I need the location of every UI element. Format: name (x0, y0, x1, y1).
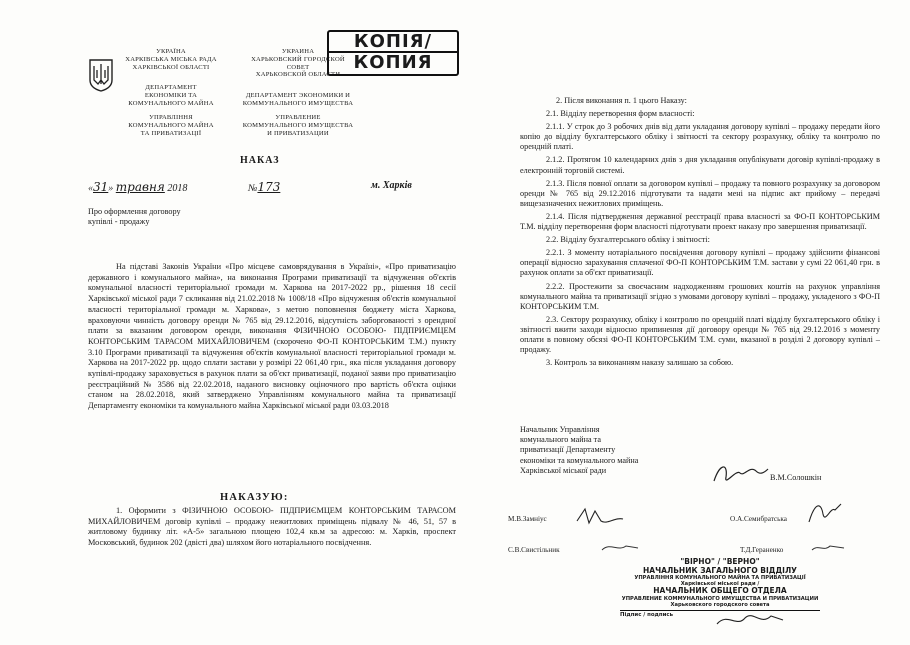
order-subject: Про оформлення договору купівлі - продажу (88, 207, 181, 226)
signatory-name: В.М.Солошкін (770, 473, 822, 482)
approval-2: О.А.Семибратська (730, 515, 787, 523)
item-3: 3. Контроль за виконанням наказу залишаю за собою. (546, 358, 734, 368)
date-line (88, 180, 458, 196)
item-2-1-3: 2.1.3. Після повної оплати за договором купівлі – продажу та повного розрахунку за договором оренди № 765 від 29.12.2016 підготувати та надати мені на підпис акт прийому – передачі вищезазначених нежитлових приміщень. (520, 178, 880, 208)
order-title: НАКАЗ (240, 155, 280, 166)
approval-1: М.В.Замніус (508, 515, 547, 523)
header-ru-dept: ДЕПАРТАМЕНТ ЭКОНОМИКИ И КОММУНАЛЬНОГО ИМУЩЕСТВА (242, 92, 354, 107)
signature-block: Начальник Управління комунального майна та приватизації Департаменту економіки та комунального майна Харківської міської ради В.М.Солошкін (520, 425, 880, 476)
header-ru: УКРАИНА ХАРЬКОВСКИЙ ГОРОДСКОЙ СОВЕТ ХАРЬКОВСКОЙ ОБЛАСТИ (251, 48, 345, 79)
item-1: 1. Оформити з ФІЗИЧНОЮ ОСОБОЮ- ПІДПРИЄМЦЕМ КОНТОРСЬКИМ ТАРАСОМ МИХАЙЛОВИЧЕМ договір купівлі – продажу нежитлових приміщень підвалу № 46, 51, 57 в житловому будинку літ. «А-5» загальною площею 102,4 кв.м за адресою: м. Харків, проспект Московський, будинок 202 (двісті два) шляхом його нотаріального посвідчення. (88, 506, 456, 548)
coat-of-arms-icon (88, 58, 114, 92)
item-2: 2. Після виконання п. 1 цього Наказу: (556, 96, 687, 105)
header-ua: УКРАЇНА ХАРКІВСЬКА МІСЬКА РАДА ХАРКІВСЬКОЇ ОБЛАСТІ (125, 48, 217, 71)
item-2-2: 2.2. Відділу бухгалтерського обліку і звітності: (546, 235, 710, 245)
approval-1-signature (575, 505, 625, 527)
item-2-2-2: 2.2.2. Простежити за своєчасним надходженням грошових коштів на рахунок управління комунального майна та приватизації згідно з умовами договору купівлі – продажу, укладеного з ФО-П КОНТОРСЬКИМ Т.М. (520, 281, 880, 311)
certified-true-stamp: "ВІРНО" / "ВЕРНО" НАЧАЛЬНИК ЗАГАЛЬНОГО ВІДДІЛУ УПРАВЛІННЯ КОМУНАЛЬНОГО МАЙНА ТА ПРИВАТИЗАЦІЇ Харківської міської ради / НАЧАЛЬНИК ОБЩЕГО ОТДЕЛА УПРАВЛЕНИЕ КОММУНАЛЬНОГО ИМУЩЕСТВА И ПРИВАТИЗАЦИИ Харьковского городского совета Підпис / подпись (620, 558, 820, 630)
header-ua-dept: ДЕПАРТАМЕНТ ЕКОНОМІКИ ТА КОМУНАЛЬНОГО МАЙНА (128, 84, 214, 107)
approval-4: Т.Д.Гераненко (740, 546, 784, 554)
item-2-1-1: 2.1.1. У строк до 3 робочих днів від дати укладання договору купівлі – продажу передати його копію до відділу бухгалтерського обліку і звітності та сектору розрахунку, обліку та контролю по орендній платі. (520, 122, 880, 152)
order-date: «31» травня 2018 (88, 180, 188, 194)
stamp-signature (715, 610, 785, 630)
item-2-3: 2.3. Сектору розрахунку, обліку і контролю по орендній платі відділу бухгалтерського обліку і звітності вжити заходи відносно припинення дії договору оренди № 765 від 29.12.2016 з моменту оплати в повному обсязі ФО-П КОНТОРСЬКИМ Т.М. суми, вказаної в розділі 2 договору купівлі – продажу. (520, 314, 880, 355)
approval-2-signature (805, 500, 845, 526)
approval-3: С.В.Свистільник (508, 546, 560, 554)
preamble: На підставі Законів України «Про місцеве самоврядування в Україні», «Про приватизацію державного і комунального майна», на виконання Програми приватизації та відчуження об'єктів комунальної власності територіальної громади м. Харкова на 2017-2022 рр., рішення 18 сесії Харківської міської ради 7 скликання від 21.02.2018 № 1008/18 «Про відчуження об'єктів комунальної власності територіальної громади м. Харкова», з метою поповнення бюджету міста Харкова, враховуючи чинність договору оренди № 765 від 29.12.2016, відсутність заборгованості з орендної плати за вказаним договором оренди, виконання ФІЗИЧНОЮ ОСОБОЮ- ПІДПРИЄМЦЕМ КОНТОРСЬКИМ ТАРАСОМ МИХАЙЛОВИЧЕМ (скорочено ФО-П КОНТОРСЬКИМ Т.М.) пункту 3.10 Програми приватизації та відчуження об'єктів комунальної власності територіальної громади м. Харкова на 2017-2022 рр. щодо сплати застави у розмірі 22 061,40 грн., яка після укладання договору купівлі-продажу зараховується в рахунок плати за об'єкт приватизації, поданої заяви про приватизацію реєстраційний № 3586 від 22.02.2018, наданого висновку оціночного про вартість об'єкта оцінки станом на 28.02.2018, який затверджено Управлінням комунального майна та приватизації Департаменту економіки та комунального майна Харківської міської ради 03.03.2018 (88, 262, 456, 411)
order-number: №173 (248, 180, 281, 194)
copy-stamp: КОПІЯ/ КОПИЯ (327, 30, 459, 76)
signature-scribble (710, 459, 770, 489)
item-2-1: 2.1. Відділу перетворення форм власності: (546, 109, 695, 119)
order-city: м. Харків (371, 180, 412, 191)
item-2-2-1: 2.2.1. З моменту нотаріального посвідчення договору купівлі – продажу здійснити фінансові операції відносно зарахування сплаченої ФО-П КОНТОРСЬКИМ Т.М. застави у сумі 22 061,40 грн. в рахунок оплати за об'єкт приватизації. (520, 248, 880, 278)
approval-4-signature (810, 540, 846, 554)
item-2-1-4: 2.1.4. Після підтвердження державної реєстрації права власності за ФО-П КОНТОРСЬКИМ Т.М. відділу перетворення форм власності підготувати проект наказу про завершення приватизації. (520, 211, 880, 232)
header-ua-mgmt: УПРАВЛІННЯ КОМУНАЛЬНОГО МАЙНА ТА ПРИВАТИЗАЦІЇ (128, 114, 214, 137)
approval-3-signature (600, 540, 640, 554)
item-2-1-2: 2.1.2. Протягом 10 календарних днів з дня укладання опублікувати договір купівлі-продажу в електронній торговій системі. (520, 155, 880, 175)
order-items (520, 96, 880, 371)
nakazuyu-heading: НАКАЗУЮ: (220, 492, 289, 503)
header-ru-mgmt: УПРАВЛЕНИЕ КОММУНАЛЬНОГО ИМУЩЕСТВА И ПРИВАТИЗАЦИИ (242, 114, 354, 137)
